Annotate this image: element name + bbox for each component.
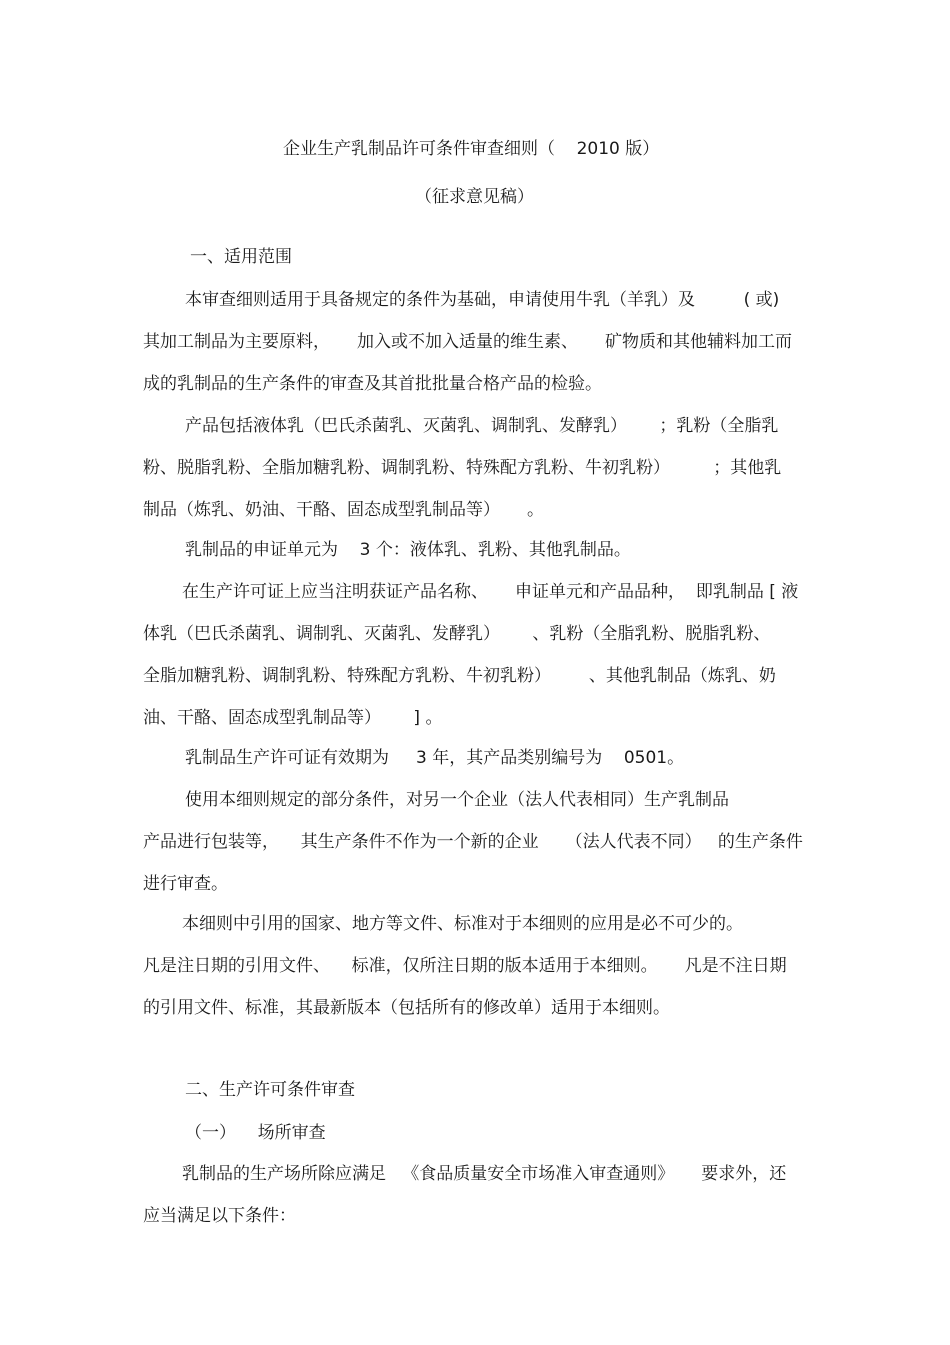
paragraph-line: 产品进行包装等， 其生产条件不作为一个新的企业 （法人代表不同） 的生产条件 (143, 832, 803, 852)
paragraph-line: 成的乳制品的生产条件的审查及其首批批量合格产品的检验。 (143, 374, 602, 394)
paragraph-line: 体乳（巴氏杀菌乳、调制乳、灭菌乳、发酵乳） 、乳粉（全脂乳粉、脱脂乳粉、 (143, 624, 771, 644)
paragraph-line: 乳制品的申证单元为 3 个：液体乳、乳粉、其他乳制品。 (185, 540, 631, 560)
paragraph-line: 本审查细则适用于具备规定的条件为基础，申请使用牛乳（羊乳）及 ( 或) (185, 290, 780, 310)
paragraph-line: 进行审查。 (143, 874, 228, 894)
paragraph-line: 本细则中引用的国家、地方等文件、标准对于本细则的应用是必不可少的。 (182, 914, 743, 934)
document-title: 企业生产乳制品许可条件审查细则（ 2010 版） (283, 139, 660, 159)
paragraph-line: 粉、脱脂乳粉、全脂加糖乳粉、调制乳粉、特殊配方乳粉、牛初乳粉） ；其他乳 (143, 458, 782, 478)
paragraph-line: 制品（炼乳、奶油、干酪、固态成型乳制品等） 。 (143, 500, 545, 520)
paragraph-line: 应当满足以下条件： (143, 1206, 296, 1226)
section-heading-license-review: 二、生产许可条件审查 (185, 1080, 355, 1100)
subsection-heading-site-review: （一） 场所审查 (185, 1123, 326, 1143)
paragraph-line: 其加工制品为主要原料， 加入或不加入适量的维生素、 矿物质和其他辅料加工而 (143, 332, 793, 352)
paragraph-line: 凡是注日期的引用文件、 标准，仅所注日期的版本适用于本细则。 凡是不注日期 (143, 956, 787, 976)
paragraph-line: 油、干酪、固态成型乳制品等） ] 。 (143, 708, 443, 728)
paragraph-line: 的引用文件、标准，其最新版本（包括所有的修改单）适用于本细则。 (143, 998, 670, 1018)
paragraph-line: 乳制品生产许可证有效期为 3 年，其产品类别编号为 0501。 (185, 748, 685, 768)
document-subtitle: （征求意见稿） (415, 187, 534, 207)
paragraph-line: 产品包括液体乳（巴氏杀菌乳、灭菌乳、调制乳、发酵乳） ；乳粉（全脂乳 (185, 416, 779, 436)
paragraph-line: 乳制品的生产场所除应满足 《食品质量安全市场准入审查通则》 要求外，还 (182, 1164, 787, 1184)
section-heading-scope: 一、适用范围 (190, 247, 292, 267)
paragraph-line: 全脂加糖乳粉、调制乳粉、特殊配方乳粉、牛初乳粉） 、其他乳制品（炼乳、奶 (143, 666, 776, 686)
paragraph-line: 在生产许可证上应当注明获证产品名称、 申证单元和产品品种， 即乳制品 [ 液 (182, 582, 799, 602)
paragraph-line: 使用本细则规定的部分条件，对另一个企业（法人代表相同）生产乳制品 (185, 790, 729, 810)
